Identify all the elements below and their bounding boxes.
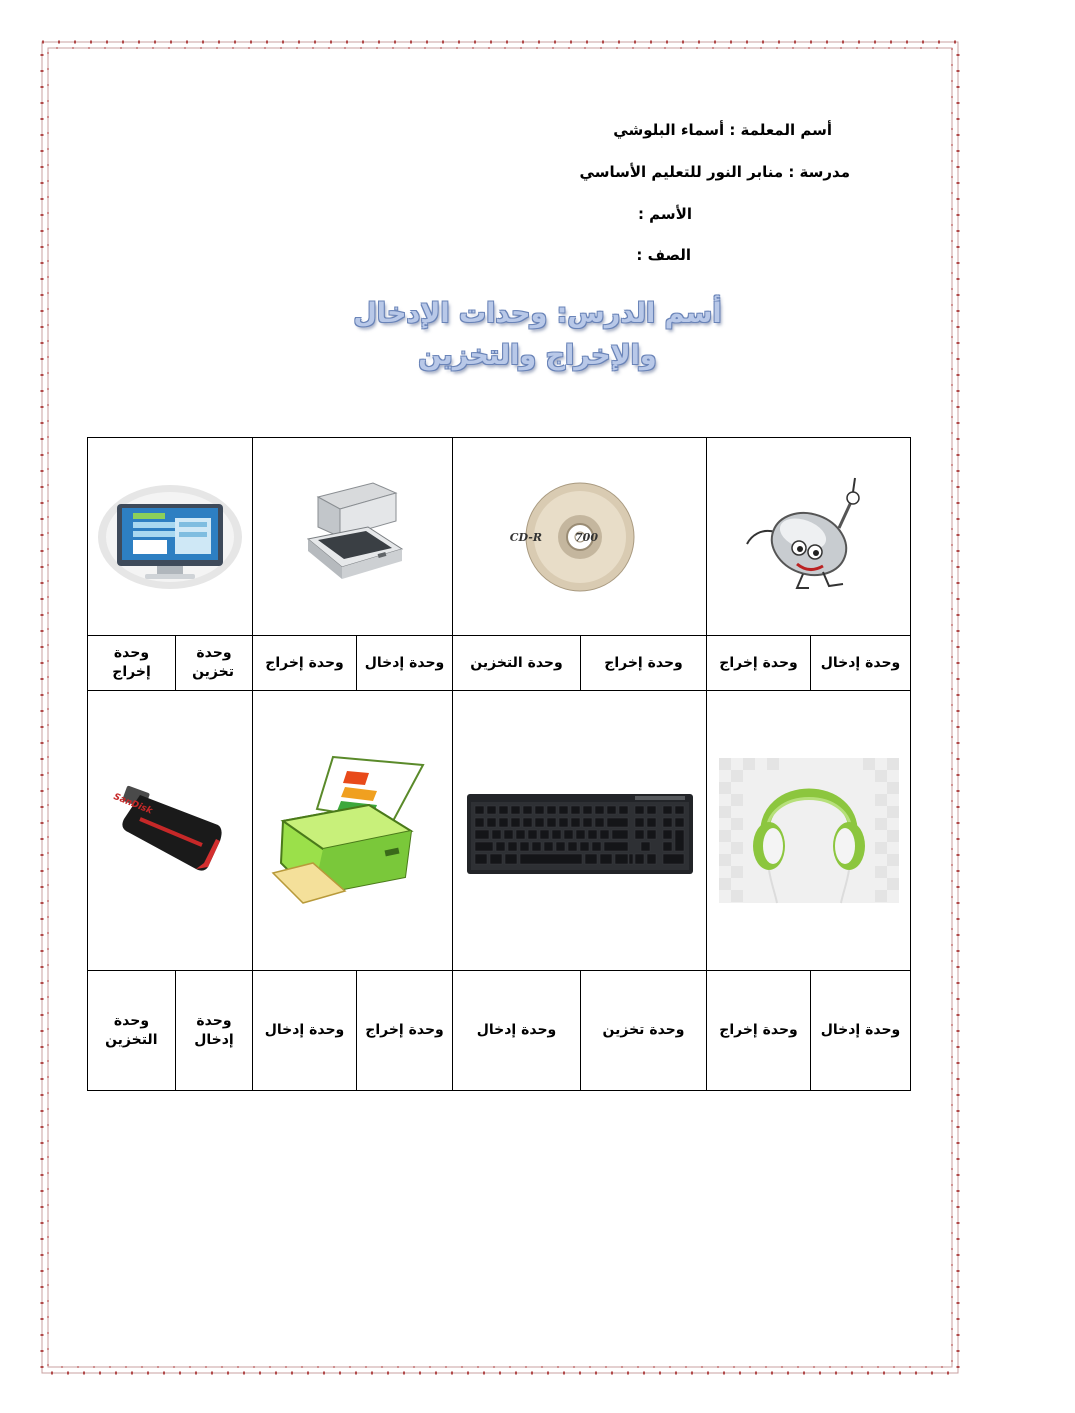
cd-label-text: CD-R [509, 530, 542, 544]
cd-capacity-text: 700 [574, 530, 598, 544]
option-printer-output[interactable]: وحدة إخراج [357, 971, 453, 1091]
option-monitor-output[interactable]: وحدة إخراج [88, 636, 176, 691]
image-row-2 [88, 691, 911, 971]
option-usb-storage[interactable]: وحدة التخزين [88, 971, 176, 1091]
usb-brand-text: SanDisk [111, 791, 154, 817]
option-cd-storage[interactable]: وحدة التخزين [453, 636, 581, 691]
keyboard-icon [465, 786, 695, 876]
cd-icon [509, 477, 640, 597]
option-scanner-input[interactable]: وحدة إدخال [357, 636, 453, 691]
monitor-icon [95, 482, 245, 592]
student-name-label: الأسم : [637, 205, 692, 223]
option-usb-input[interactable]: وحدة إدخال [176, 971, 253, 1091]
option-mouse-output[interactable]: وحدة إخراج [707, 636, 811, 691]
lesson-title-line1: أسم الدرس: وحدات الإدخال [353, 298, 722, 329]
mouse-icon [739, 472, 879, 602]
class-label: الصف : [636, 246, 691, 264]
headphones-icon [719, 758, 899, 903]
units-worksheet-table [87, 437, 911, 1091]
device-cell-keyboard [453, 691, 707, 971]
device-cell-printer [253, 691, 453, 971]
option-printer-input[interactable]: وحدة إدخال [253, 971, 357, 1091]
school-name: مدرسة : منابر النور للتعليم الأساسي [579, 163, 850, 181]
label-row-2 [88, 971, 911, 1091]
scanner-icon [298, 477, 408, 597]
device-cell-cd [453, 438, 707, 636]
device-cell-mouse [707, 438, 911, 636]
lesson-title-line2: والإخراج والتخزين [418, 340, 657, 371]
device-cell-headphones [707, 691, 911, 971]
option-headphones-input[interactable]: وحدة إدخال [811, 971, 911, 1091]
option-keyboard-storage[interactable]: وحدة تخزين [581, 971, 707, 1091]
device-cell-scanner [253, 438, 453, 636]
usb-drive-icon [110, 781, 230, 881]
option-monitor-storage[interactable]: وحدة تخزين [176, 636, 253, 691]
option-mouse-input[interactable]: وحدة إدخال [811, 636, 911, 691]
printer-icon [273, 751, 433, 911]
label-row-1 [88, 636, 911, 691]
option-cd-output[interactable]: وحدة إخراج [581, 636, 707, 691]
image-row-1 [88, 438, 911, 636]
option-scanner-output[interactable]: وحدة إخراج [253, 636, 357, 691]
device-cell-usb [88, 691, 253, 971]
teacher-name: أسم المعلمة : أسماء البلوشي [613, 121, 832, 139]
option-keyboard-input[interactable]: وحدة إدخال [453, 971, 581, 1091]
option-headphones-output[interactable]: وحدة إخراج [707, 971, 811, 1091]
device-cell-monitor [88, 438, 253, 636]
